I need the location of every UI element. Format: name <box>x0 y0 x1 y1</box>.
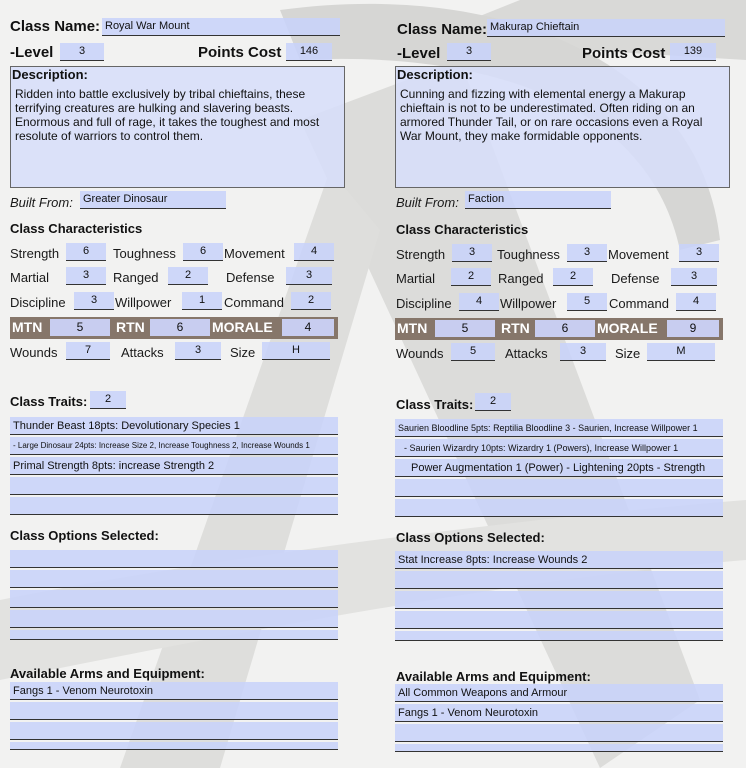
size-field[interactable]: M <box>647 343 715 361</box>
size-label: Size <box>230 345 256 360</box>
class-card-royal-war-mount <box>10 0 360 768</box>
option-line[interactable] <box>395 591 723 609</box>
discipline-label: Discipline <box>10 295 66 310</box>
class-traits-label: Class Traits: <box>10 394 88 409</box>
class-options-label: Class Options Selected: <box>10 528 159 543</box>
level-label: -Level <box>10 44 54 61</box>
trait-line[interactable]: Saurien Bloodline 5pts: Reptilia Bloodline 3 - Saurien, Increase Willpower 1 <box>395 419 723 437</box>
strength-label: Strength <box>10 246 60 261</box>
class-characteristics-heading: Class Characteristics <box>396 222 529 237</box>
size-field[interactable]: H <box>262 342 330 360</box>
command-label: Command <box>609 296 669 311</box>
equipment-line[interactable] <box>10 702 338 720</box>
built-from-label: Built From: <box>396 195 459 210</box>
martial-field[interactable]: 3 <box>66 267 106 285</box>
class-characteristics-heading: Class Characteristics <box>10 221 143 236</box>
wounds-label: Wounds <box>396 346 444 361</box>
trait-line[interactable] <box>395 499 723 517</box>
command-field[interactable]: 4 <box>676 293 716 311</box>
class-traits-count[interactable]: 2 <box>475 393 511 411</box>
discipline-field[interactable]: 3 <box>74 292 114 310</box>
class-name-label: Class Name: <box>397 21 488 38</box>
willpower-field[interactable]: 5 <box>567 293 607 311</box>
option-line[interactable] <box>10 630 338 640</box>
rtn-field[interactable]: 6 <box>150 319 210 336</box>
defense-label: Defense <box>226 270 275 285</box>
trait-line[interactable] <box>10 477 338 495</box>
defense-field[interactable]: 3 <box>286 267 332 285</box>
training-band <box>10 317 338 339</box>
equipment-line[interactable] <box>395 744 723 752</box>
ranged-label: Ranged <box>498 271 544 286</box>
attacks-field[interactable]: 3 <box>175 342 221 360</box>
willpower-field[interactable]: 1 <box>182 292 222 310</box>
attacks-field[interactable]: 3 <box>560 343 606 361</box>
wounds-field[interactable]: 5 <box>451 343 495 361</box>
defense-label: Defense <box>611 271 660 286</box>
defense-field[interactable]: 3 <box>671 268 717 286</box>
built-from-field[interactable]: Faction <box>465 191 611 209</box>
description-box[interactable] <box>395 66 730 188</box>
points-cost-label: Points Cost <box>582 45 666 62</box>
class-card-makurap-chieftain <box>395 0 745 768</box>
option-line[interactable] <box>395 611 723 629</box>
built-from-field[interactable]: Greater Dinosaur <box>80 191 226 209</box>
option-line[interactable] <box>10 590 338 608</box>
ranged-field[interactable]: 2 <box>553 268 593 286</box>
movement-label: Movement <box>608 247 669 262</box>
attacks-label: Attacks <box>121 345 164 360</box>
ranged-label: Ranged <box>113 270 159 285</box>
class-name-label: Class Name: <box>10 18 101 35</box>
toughness-label: Toughness <box>113 246 176 261</box>
trait-line[interactable]: - Large Dinosaur 24pts: Increase Size 2, Increase Toughness 2, Increase Wounds 1 <box>10 437 338 455</box>
equipment-line[interactable] <box>395 724 723 742</box>
command-field[interactable]: 2 <box>291 292 331 310</box>
trait-line[interactable]: Thunder Beast 18pts: Devolutionary Species 1 <box>10 417 338 435</box>
class-name-field[interactable]: Royal War Mount <box>102 18 340 36</box>
ranged-field[interactable]: 2 <box>168 267 208 285</box>
mtn-label: MTN <box>12 319 43 335</box>
morale-label: MORALE <box>212 319 273 335</box>
level-field[interactable]: 3 <box>60 43 104 61</box>
rtn-field[interactable]: 6 <box>535 320 595 337</box>
class-options-label: Class Options Selected: <box>396 530 545 545</box>
strength-field[interactable]: 3 <box>452 244 492 262</box>
arms-equipment-label: Available Arms and Equipment: <box>10 666 205 681</box>
martial-field[interactable]: 2 <box>451 268 491 286</box>
strength-label: Strength <box>396 247 446 262</box>
option-line[interactable] <box>10 610 338 628</box>
movement-field[interactable]: 3 <box>679 244 719 262</box>
built-from-label: Built From: <box>10 195 73 210</box>
willpower-label: Willpower <box>500 296 557 311</box>
description-label: Description: <box>12 67 88 82</box>
trait-line[interactable]: Primal Strength 8pts: increase Strength 2 <box>10 457 338 475</box>
equipment-line[interactable]: Fangs 1 - Venom Neurotoxin <box>10 682 338 700</box>
option-line[interactable] <box>10 550 338 568</box>
toughness-label: Toughness <box>497 247 560 262</box>
option-line[interactable] <box>395 571 723 589</box>
points-cost-field[interactable]: 139 <box>670 43 716 61</box>
level-label: -Level <box>397 45 441 62</box>
equipment-line[interactable] <box>10 722 338 740</box>
discipline-field[interactable]: 4 <box>459 293 499 311</box>
arms-equipment-label: Available Arms and Equipment: <box>396 669 591 684</box>
rtn-label: RTN <box>116 319 145 335</box>
class-name-field[interactable]: Makurap Chieftain <box>487 19 725 37</box>
trait-line[interactable]: Power Augmentation 1 (Power) - Lightening 20pts - Strength <box>395 459 723 477</box>
trait-line[interactable] <box>395 479 723 497</box>
morale-label: MORALE <box>597 320 658 336</box>
class-traits-count[interactable]: 2 <box>90 391 126 409</box>
points-cost-field[interactable]: 146 <box>286 43 332 61</box>
description-text: Cunning and fizzing with elemental energy a Makurap chieftain is not to be underestimated. Often riding on an armored Thunder Tail, or on rare occasions even a Royal War Mount, they make formidable opponents. <box>400 87 703 143</box>
equipment-line[interactable]: All Common Weapons and Armour <box>395 684 723 702</box>
wounds-label: Wounds <box>10 345 58 360</box>
strength-field[interactable]: 6 <box>66 243 106 261</box>
morale-field[interactable]: 4 <box>282 319 334 336</box>
toughness-field[interactable]: 6 <box>183 243 223 261</box>
description-label: Description: <box>397 67 473 82</box>
class-traits-label: Class Traits: <box>396 397 474 412</box>
mtn-label: MTN <box>397 320 428 336</box>
training-band <box>395 318 723 340</box>
rtn-label: RTN <box>501 320 530 336</box>
wounds-field[interactable]: 7 <box>66 342 110 360</box>
martial-label: Martial <box>396 271 436 286</box>
equipment-line[interactable] <box>10 742 338 750</box>
option-line[interactable] <box>10 570 338 588</box>
mtn-field[interactable]: 5 <box>435 320 495 337</box>
trait-line[interactable] <box>10 497 338 515</box>
option-line[interactable]: Stat Increase 8pts: Increase Wounds 2 <box>395 551 723 569</box>
size-label: Size <box>615 346 641 361</box>
level-field[interactable]: 3 <box>447 43 491 61</box>
option-line[interactable] <box>395 631 723 641</box>
points-cost-label: Points Cost <box>198 44 282 61</box>
martial-label: Martial <box>10 270 50 285</box>
discipline-label: Discipline <box>396 296 452 311</box>
attacks-label: Attacks <box>505 346 548 361</box>
command-label: Command <box>224 295 284 310</box>
mtn-field[interactable]: 5 <box>50 319 110 336</box>
trait-line[interactable]: - Saurien Wizardry 10pts: Wizardry 1 (Powers), Increase Willpower 1 <box>395 439 723 457</box>
morale-field[interactable]: 9 <box>667 320 719 337</box>
description-box[interactable] <box>10 66 345 188</box>
willpower-label: Willpower <box>115 295 172 310</box>
movement-label: Movement <box>224 246 285 261</box>
equipment-line[interactable]: Fangs 1 - Venom Neurotoxin <box>395 704 723 722</box>
toughness-field[interactable]: 3 <box>567 244 607 262</box>
movement-field[interactable]: 4 <box>294 243 334 261</box>
description-text: Ridden into battle exclusively by tribal chieftains, these terrifying creatures are hulking and slavering beasts. Enormous and full of rage, it takes the toughest and most resolute of warriors to control them. <box>15 87 320 143</box>
